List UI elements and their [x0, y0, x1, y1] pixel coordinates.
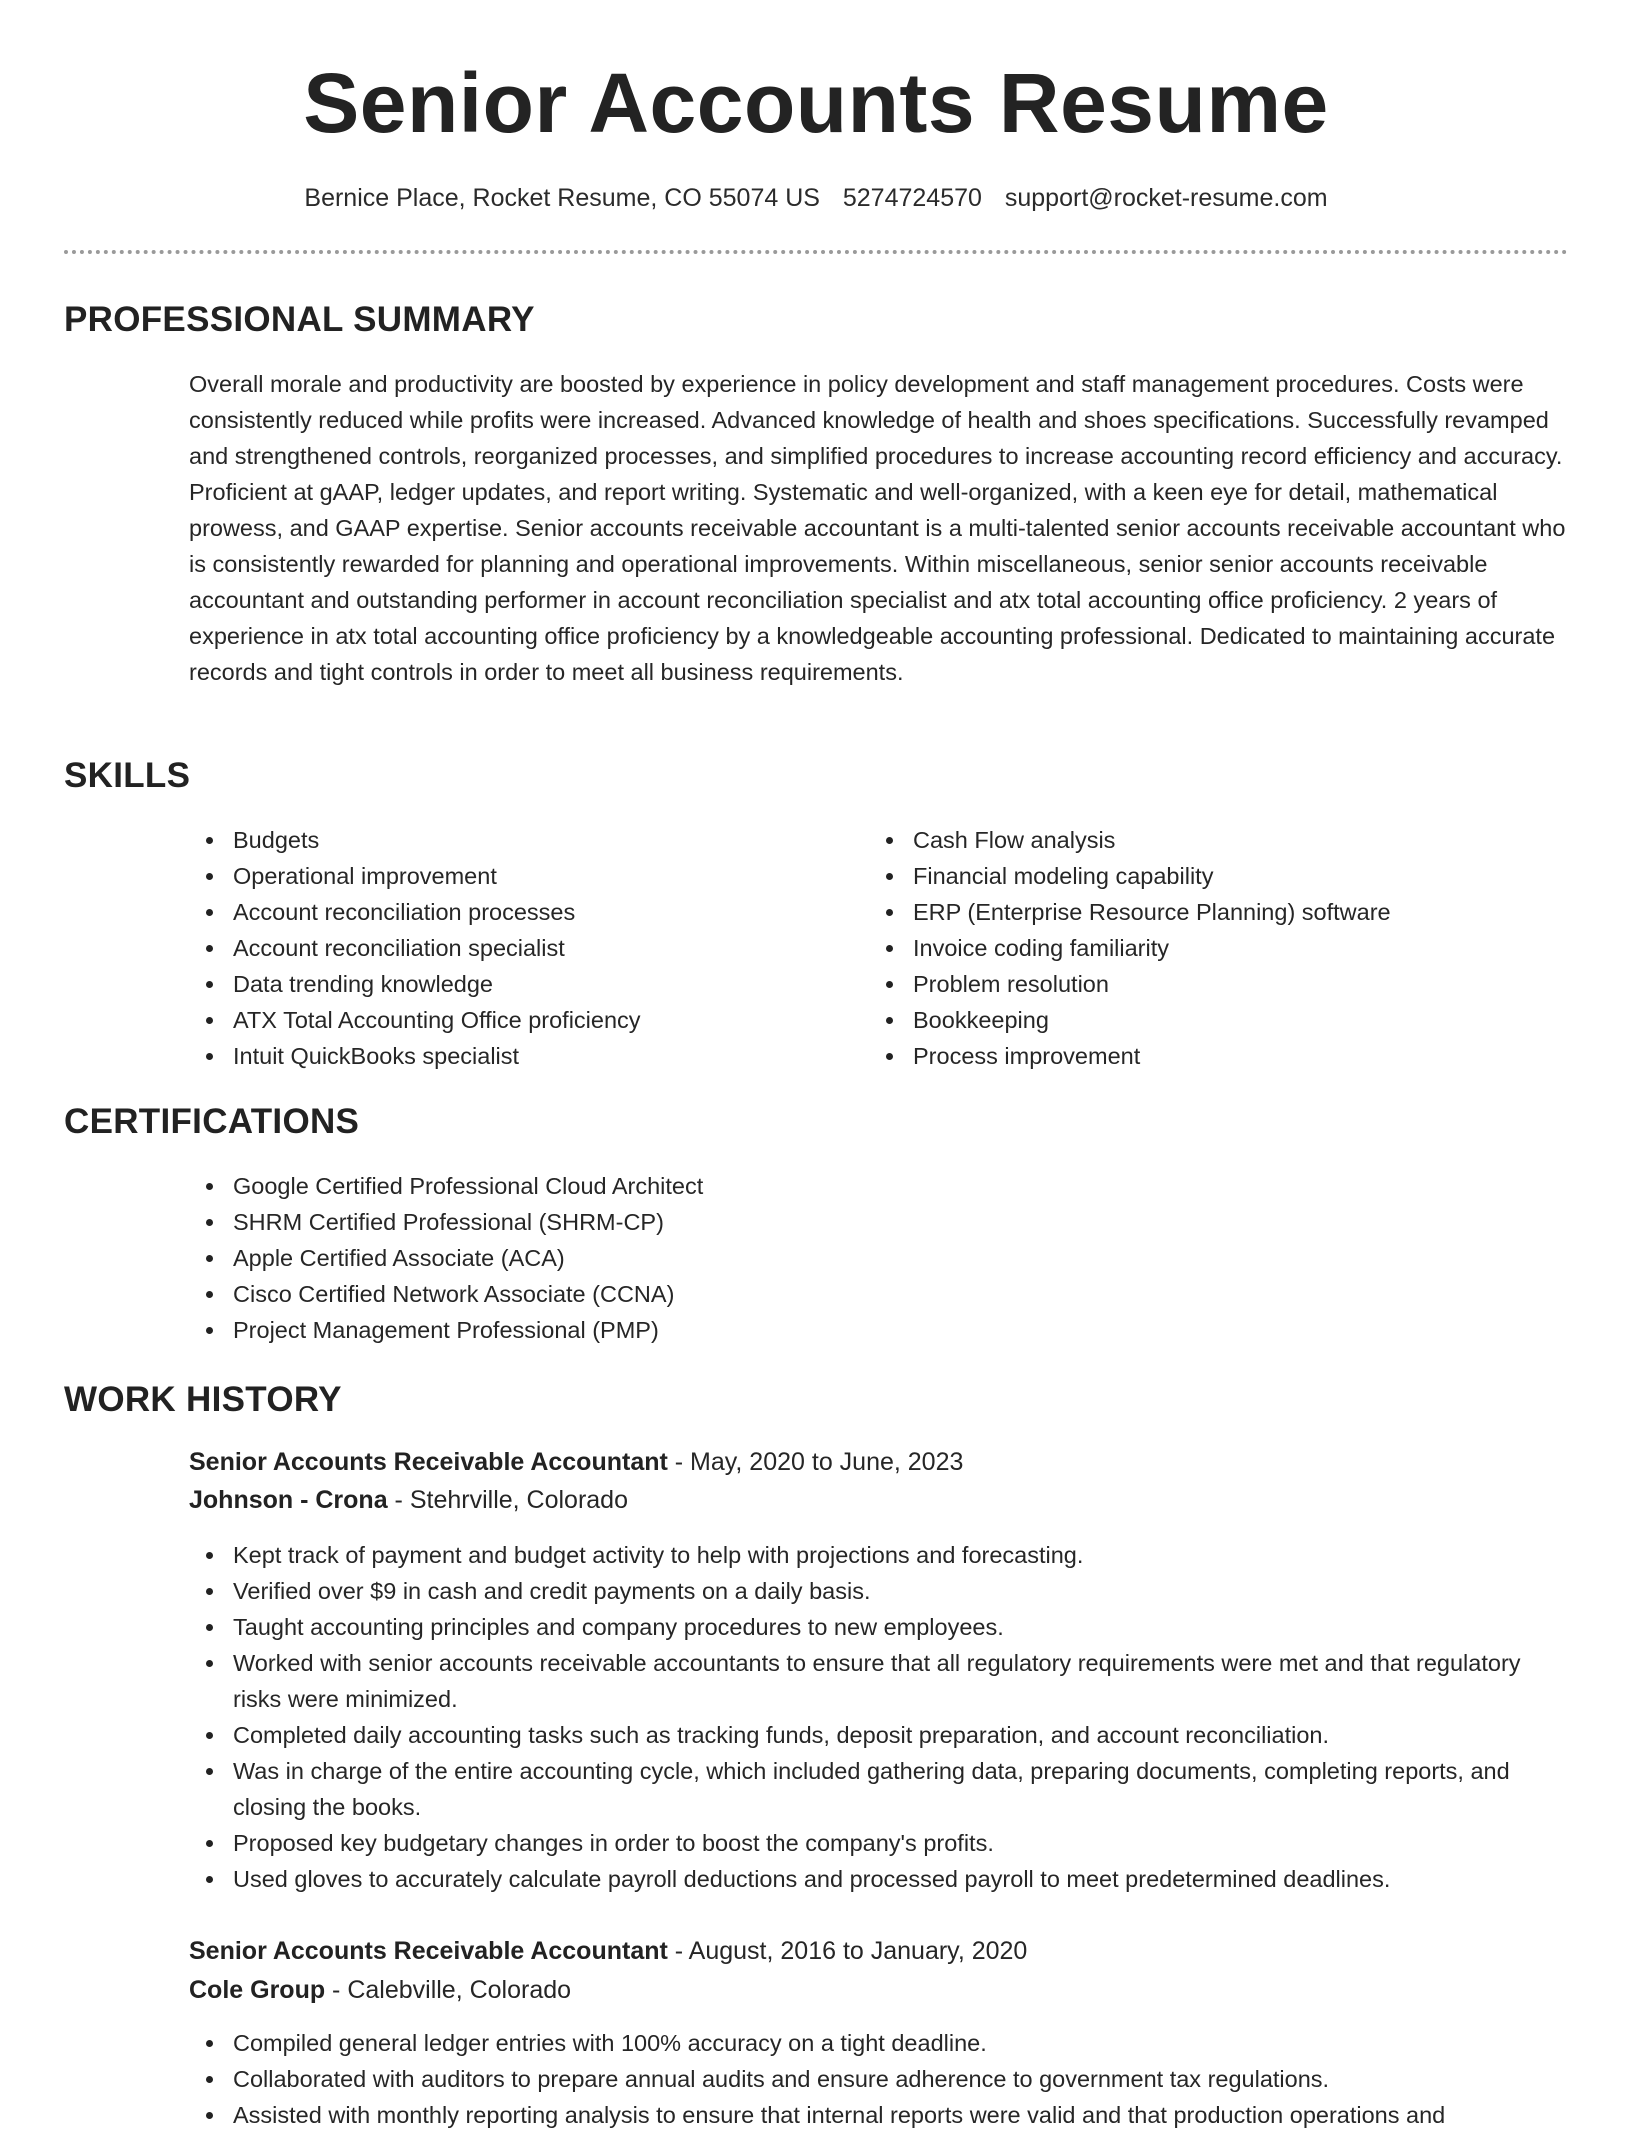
- skill-item: Budgets: [189, 822, 829, 858]
- contact-email: support@rocket-resume.com: [1004, 184, 1328, 212]
- certification-item: Apple Certified Associate (ACA): [189, 1240, 1489, 1276]
- certification-item: Google Certified Professional Cloud Architect: [189, 1168, 1489, 1204]
- work-history-heading: WORK HISTORY: [64, 1380, 342, 1419]
- certification-item: SHRM Certified Professional (SHRM-CP): [189, 1204, 1489, 1240]
- job-company: Johnson - Crona: [189, 1486, 388, 1514]
- job-company-line: [189, 1481, 628, 1519]
- skills-heading: SKILLS: [64, 756, 191, 795]
- job-bullets: [189, 1537, 1569, 1897]
- contact-line: [0, 180, 1632, 216]
- job-title-line: [189, 1443, 963, 1481]
- skill-item: Financial modeling capability: [869, 858, 1569, 894]
- skill-item: Problem resolution: [869, 966, 1569, 1002]
- header-divider: [64, 250, 1568, 254]
- job-title: Senior Accounts Receivable Accountant: [189, 1448, 668, 1476]
- skill-item: ATX Total Accounting Office proficiency: [189, 1002, 829, 1038]
- job-company-line: [189, 1971, 571, 2009]
- job-title: Senior Accounts Receivable Accountant: [189, 1937, 668, 1965]
- contact-address: Bernice Place, Rocket Resume, CO 55074 US: [304, 184, 820, 212]
- job-bullet: Taught accounting principles and company procedures to new employees.: [189, 1609, 1569, 1645]
- skill-item: Invoice coding familiarity: [869, 930, 1569, 966]
- job-bullet: Verified over $9 in cash and credit payments on a daily basis.: [189, 1573, 1569, 1609]
- job-bullet: Was in charge of the entire accounting cycle, which included gathering data, preparing documents, completing reports, and closing the books.: [189, 1753, 1569, 1825]
- job-bullet: Used gloves to accurately calculate payroll deductions and processed payroll to meet predetermined deadlines.: [189, 1861, 1569, 1897]
- job-dates: - May, 2020 to June, 2023: [667, 1448, 964, 1476]
- job-bullet: Completed daily accounting tasks such as tracking funds, deposit preparation, and account reconciliation.: [189, 1717, 1569, 1753]
- skill-item: Cash Flow analysis: [869, 822, 1569, 858]
- job-bullet: Worked with senior accounts receivable accountants to ensure that all regulatory requirements were met and that regulatory risks were minimized.: [189, 1645, 1569, 1717]
- job-bullet: Proposed key budgetary changes in order to boost the company's profits.: [189, 1825, 1569, 1861]
- job-company: Cole Group: [189, 1976, 326, 2004]
- certifications-list: [189, 1168, 1489, 1348]
- certifications-heading: CERTIFICATIONS: [64, 1102, 360, 1141]
- skill-item: Bookkeeping: [869, 1002, 1569, 1038]
- summary-heading: PROFESSIONAL SUMMARY: [64, 300, 535, 339]
- certification-item: Cisco Certified Network Associate (CCNA): [189, 1276, 1489, 1312]
- resume-title: Senior Accounts Resume: [303, 56, 1329, 150]
- job-location: - Calebville, Colorado: [325, 1976, 572, 2004]
- job-bullet: Compiled general ledger entries with 100% accuracy on a tight deadline.: [189, 2025, 1569, 2061]
- job-dates: - August, 2016 to January, 2020: [667, 1937, 1028, 1965]
- skill-item: Account reconciliation specialist: [189, 930, 829, 966]
- skills-list-right: [869, 822, 1569, 1074]
- skill-item: Account reconciliation processes: [189, 894, 829, 930]
- contact-phone: 5274724570: [842, 184, 982, 212]
- certification-item: Project Management Professional (PMP): [189, 1312, 1489, 1348]
- skill-item: Data trending knowledge: [189, 966, 829, 1002]
- job-bullet: Collaborated with auditors to prepare annual audits and ensure adherence to government tax regulations.: [189, 2061, 1569, 2097]
- job-bullets: [189, 2025, 1569, 2133]
- skill-item: Process improvement: [869, 1038, 1569, 1074]
- job-bullet: Kept track of payment and budget activity to help with projections and forecasting.: [189, 1537, 1569, 1573]
- job-location: - Stehrville, Colorado: [387, 1486, 628, 1514]
- skill-item: ERP (Enterprise Resource Planning) software: [869, 894, 1569, 930]
- skill-item: Intuit QuickBooks specialist: [189, 1038, 829, 1074]
- summary-text: Overall morale and productivity are boosted by experience in policy development and staff management procedures. Costs were consistently reduced while profits were increased. Advanced knowledge of health and shoes specifications. Successfully revamped and strengthened controls, reorganized processes, and simplified procedures to increase accounting record efficiency and accuracy. Proficient at gAAP, ledger updates, and report writing. Systematic and well-organized, with a keen eye for detail, mathematical prowess, and GAAP expertise. Senior accounts receivable accountant is a multi-talented senior accounts receivable accountant who is consistently rewarded for planning and operational improvements. Within miscellaneous, senior senior accounts receivable accountant and outstanding performer in account reconciliation specialist and atx total accounting office proficiency. 2 years of experience in atx total accounting office proficiency by a knowledgeable accounting professional. Dedicated to maintaining accurate records and tight controls in order to meet all business requirements.: [189, 371, 1566, 685]
- job-title-line: [189, 1932, 1027, 1970]
- skills-list-left: [189, 822, 829, 1074]
- skill-item: Operational improvement: [189, 858, 829, 894]
- job-bullet: Assisted with monthly reporting analysis to ensure that internal reports were valid and that production operations and: [189, 2097, 1569, 2133]
